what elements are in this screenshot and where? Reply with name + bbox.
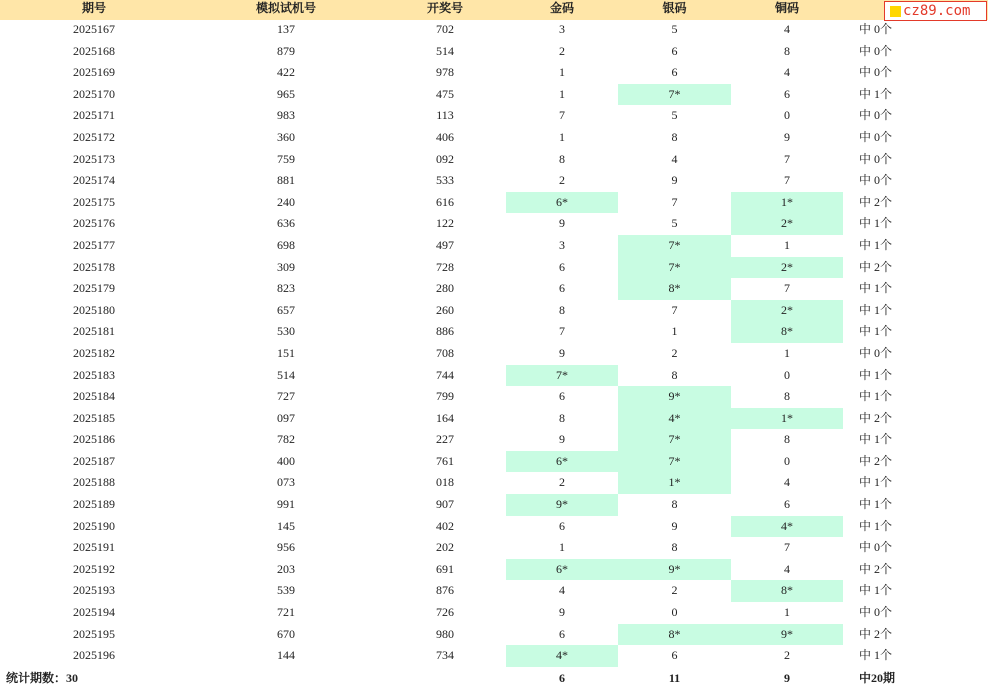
- cell-silver: 5: [671, 216, 678, 231]
- cell-gold: 6: [559, 281, 565, 296]
- table-row: [0, 127, 988, 149]
- cell-result: 中 2个: [859, 259, 893, 274]
- cell-copper: 1: [784, 237, 790, 252]
- cell-issue: 2025192: [73, 561, 115, 576]
- table-row: [0, 516, 988, 538]
- table-row: [0, 278, 988, 300]
- cell-silver: 9*: [618, 386, 731, 408]
- cell-gold: 6*: [506, 192, 618, 214]
- cell-issue: 2025172: [73, 129, 115, 144]
- cell-silver: 9: [671, 173, 678, 188]
- cell-sim-number: 514: [277, 367, 295, 382]
- cell-copper: 7: [784, 540, 790, 555]
- cell-sim-number: 698: [277, 237, 295, 252]
- cell-result: 中 0个: [859, 605, 893, 620]
- cell-silver: 1*: [618, 472, 731, 494]
- cell-draw-number: 702: [436, 22, 454, 36]
- cell-issue: 2025176: [73, 216, 115, 231]
- table-row: [0, 321, 988, 343]
- footer-copper-total: 9: [784, 671, 790, 685]
- table-row: [0, 170, 988, 192]
- cell-gold: 9: [559, 432, 565, 447]
- cell-sim-number: 309: [277, 259, 295, 274]
- cell-copper: 4: [784, 475, 790, 490]
- cell-draw-number: 980: [436, 626, 454, 641]
- header-silver: 银码: [662, 1, 687, 15]
- cell-silver: 7*: [618, 84, 731, 106]
- cell-issue: 2025196: [73, 648, 115, 663]
- cell-issue: 2025178: [73, 259, 115, 274]
- footer-result-total: 中20期: [859, 671, 896, 685]
- cell-draw-number: 728: [436, 259, 454, 274]
- cell-silver: 7*: [618, 235, 731, 257]
- header-draw-number: 开奖号: [426, 1, 463, 15]
- cell-copper: 8: [784, 389, 790, 404]
- table-row: [0, 257, 988, 279]
- cell-issue: 2025195: [73, 626, 115, 641]
- cell-copper: 7: [784, 281, 790, 296]
- cell-gold: 2: [559, 173, 565, 188]
- table-row: [0, 62, 988, 84]
- cell-silver: 2: [671, 345, 678, 360]
- cell-silver: 4*: [618, 408, 731, 430]
- cell-gold: 9: [559, 216, 565, 231]
- cell-draw-number: 227: [436, 432, 454, 447]
- cell-sim-number: 782: [277, 432, 295, 447]
- cell-silver: 2: [671, 583, 678, 598]
- cell-result: 中 2个: [859, 453, 893, 468]
- cell-sim-number: 727: [277, 389, 295, 404]
- table-row: [0, 19, 988, 41]
- table-row: [0, 192, 988, 214]
- cell-gold: 6: [559, 626, 565, 641]
- cell-sim-number: 956: [277, 540, 295, 555]
- cell-sim-number: 145: [277, 518, 295, 533]
- table-row: [0, 624, 988, 646]
- cell-issue: 2025184: [73, 389, 115, 404]
- cell-draw-number: 260: [436, 302, 454, 317]
- cell-silver: 1: [671, 324, 678, 339]
- header-sim-number: 模拟试机号: [255, 1, 316, 15]
- cell-draw-number: 616: [436, 194, 454, 209]
- cell-gold: 3: [559, 237, 565, 252]
- cell-copper: 1: [784, 605, 790, 620]
- cell-sim-number: 539: [277, 583, 295, 598]
- cell-draw-number: 122: [436, 216, 454, 231]
- cell-result: 中 1个: [859, 367, 893, 382]
- cell-gold: 8: [559, 151, 565, 166]
- cell-issue: 2025170: [73, 86, 115, 101]
- cell-copper: 2*: [731, 213, 843, 235]
- cell-copper: 4: [784, 22, 790, 36]
- cell-gold: 6: [559, 518, 565, 533]
- cell-copper: 1: [784, 345, 790, 360]
- cell-result: 中 0个: [859, 22, 893, 36]
- cell-issue: 2025181: [73, 324, 115, 339]
- cell-silver: 6: [671, 648, 678, 663]
- cell-draw-number: 533: [436, 173, 454, 188]
- cell-issue: 2025171: [73, 108, 115, 123]
- cell-gold: 6*: [506, 559, 618, 581]
- cell-issue: 2025179: [73, 281, 115, 296]
- cell-issue: 2025183: [73, 367, 115, 382]
- cell-silver: 8*: [618, 278, 731, 300]
- cell-draw-number: 691: [436, 561, 454, 576]
- header-copper: 铜码: [774, 1, 799, 15]
- cell-result: 中 0个: [859, 129, 893, 144]
- cell-copper: 7: [784, 151, 790, 166]
- cell-copper: 8: [784, 43, 790, 58]
- cell-sim-number: 240: [277, 194, 295, 209]
- cell-silver: 7: [671, 194, 678, 209]
- cell-gold: 6: [559, 259, 565, 274]
- table-row: [0, 300, 988, 322]
- cell-copper: 7: [784, 173, 790, 188]
- cell-sim-number: 151: [277, 345, 295, 360]
- cell-silver: 5: [671, 22, 678, 36]
- cell-gold: 6*: [506, 451, 618, 473]
- table-row: [0, 494, 988, 516]
- cell-copper: 1*: [731, 192, 843, 214]
- cell-issue: 2025169: [73, 65, 115, 80]
- cell-sim-number: 530: [277, 324, 295, 339]
- cell-sim-number: 073: [277, 475, 295, 490]
- cell-issue: 2025180: [73, 302, 115, 317]
- table-row: [0, 84, 988, 106]
- cell-gold: 9: [559, 345, 565, 360]
- cell-copper: 8*: [731, 580, 843, 602]
- cell-issue: 2025173: [73, 151, 115, 166]
- cell-issue: 2025190: [73, 518, 115, 533]
- cell-copper: 4*: [731, 516, 843, 538]
- logo-text: cz89.com: [903, 3, 971, 19]
- cell-result: 中 1个: [859, 648, 893, 663]
- cell-sim-number: 881: [277, 173, 295, 188]
- cell-gold: 7: [559, 324, 565, 339]
- table-row: [0, 580, 988, 602]
- cell-sim-number: 759: [277, 151, 295, 166]
- table-row: [0, 429, 988, 451]
- cell-result: 中 0个: [859, 540, 893, 555]
- cell-sim-number: 144: [277, 648, 295, 663]
- cell-silver: 8: [671, 129, 678, 144]
- cell-issue: 2025175: [73, 194, 115, 209]
- cell-gold: 9*: [506, 494, 618, 516]
- site-logo-link[interactable]: [884, 1, 987, 21]
- cell-copper: 4: [784, 561, 790, 576]
- cell-silver: 5: [671, 108, 678, 123]
- cell-silver: 8: [671, 367, 678, 382]
- cell-sim-number: 422: [277, 65, 295, 80]
- cell-gold: 9: [559, 605, 565, 620]
- cell-gold: 2: [559, 475, 565, 490]
- cell-sim-number: 879: [277, 43, 295, 58]
- cell-gold: 8: [559, 410, 565, 425]
- cell-result: 中 0个: [859, 173, 893, 188]
- cell-result: 中 1个: [859, 324, 893, 339]
- cell-issue: 2025193: [73, 583, 115, 598]
- cell-sim-number: 400: [277, 453, 295, 468]
- cell-copper: 0: [784, 367, 790, 382]
- table-row: [0, 408, 988, 430]
- cell-silver: 0: [671, 605, 678, 620]
- cell-issue: 2025177: [73, 237, 115, 252]
- cell-silver: 6: [671, 65, 678, 80]
- table-row: [0, 213, 988, 235]
- cell-draw-number: 886: [436, 324, 454, 339]
- cell-gold: 1: [559, 129, 565, 144]
- cell-gold: 4: [559, 583, 565, 598]
- cell-gold: 1: [559, 86, 565, 101]
- table-row: [0, 559, 988, 581]
- cell-result: 中 1个: [859, 389, 893, 404]
- cell-sim-number: 991: [277, 497, 295, 512]
- cell-draw-number: 475: [436, 86, 454, 101]
- cell-copper: 6: [784, 86, 790, 101]
- table-body: [0, 19, 988, 667]
- cell-gold: 4*: [506, 645, 618, 667]
- cell-copper: 8*: [731, 321, 843, 343]
- cell-issue: 2025186: [73, 432, 115, 447]
- cell-silver: 7*: [618, 451, 731, 473]
- cell-draw-number: 018: [436, 475, 454, 490]
- cell-silver: 6: [671, 43, 678, 58]
- cell-draw-number: 280: [436, 281, 454, 296]
- cell-draw-number: 744: [436, 367, 454, 382]
- table-row: [0, 472, 988, 494]
- cell-draw-number: 726: [436, 605, 454, 620]
- cell-copper: 0: [784, 108, 790, 123]
- cell-sim-number: 823: [277, 281, 295, 296]
- cell-copper: 2*: [731, 300, 843, 322]
- cell-gold: 8: [559, 302, 565, 317]
- table-header: [0, 0, 988, 20]
- cell-draw-number: 402: [436, 518, 454, 533]
- cell-silver: 7*: [618, 257, 731, 279]
- cell-draw-number: 406: [436, 129, 454, 144]
- cell-result: 中 2个: [859, 410, 893, 425]
- cell-issue: 2025174: [73, 173, 115, 188]
- cell-issue: 2025194: [73, 605, 115, 620]
- cell-sim-number: 137: [277, 22, 295, 36]
- cell-result: 中 2个: [859, 626, 893, 641]
- cell-copper: 9*: [731, 624, 843, 646]
- cell-result: 中 0个: [859, 65, 893, 80]
- table-row: [0, 235, 988, 257]
- cell-result: 中 1个: [859, 281, 893, 296]
- cell-copper: 4: [784, 65, 790, 80]
- cell-sim-number: 097: [277, 410, 295, 425]
- table-row: [0, 149, 988, 171]
- cell-silver: 4: [671, 151, 678, 166]
- cell-draw-number: 164: [436, 410, 454, 425]
- cell-silver: 8: [671, 540, 678, 555]
- cell-gold: 7*: [506, 365, 618, 387]
- cell-copper: 2: [784, 648, 790, 663]
- cell-issue: 2025187: [73, 453, 115, 468]
- cell-result: 中 2个: [859, 194, 893, 209]
- cell-draw-number: 761: [436, 453, 454, 468]
- cell-gold: 2: [559, 43, 565, 58]
- cell-result: 中 2个: [859, 561, 893, 576]
- cell-silver: 7: [671, 302, 678, 317]
- cell-result: 中 1个: [859, 86, 893, 101]
- cell-draw-number: 876: [436, 583, 454, 598]
- cell-gold: 1: [559, 540, 565, 555]
- cell-result: 中 1个: [859, 432, 893, 447]
- table-row: [0, 365, 988, 387]
- cell-result: 中 1个: [859, 518, 893, 533]
- cell-result: 中 1个: [859, 475, 893, 490]
- table-row: [0, 602, 988, 624]
- cell-issue: 2025188: [73, 475, 115, 490]
- cell-result: 中 0个: [859, 345, 893, 360]
- cell-draw-number: 708: [436, 345, 454, 360]
- footer-silver-total: 11: [668, 671, 681, 685]
- cell-draw-number: 514: [436, 43, 454, 58]
- cell-sim-number: 203: [277, 561, 295, 576]
- cell-silver: 7*: [618, 429, 731, 451]
- cell-gold: 7: [559, 108, 565, 123]
- table-row: [0, 537, 988, 559]
- cell-sim-number: 657: [277, 302, 295, 317]
- cell-result: 中 1个: [859, 237, 893, 252]
- cell-draw-number: 092: [436, 151, 454, 166]
- cell-issue: 2025185: [73, 410, 115, 425]
- cell-gold: 6: [559, 389, 565, 404]
- cell-result: 中 1个: [859, 583, 893, 598]
- table-row: [0, 105, 988, 127]
- cell-result: 中 0个: [859, 108, 893, 123]
- cell-draw-number: 497: [436, 237, 454, 252]
- cell-draw-number: 202: [436, 540, 454, 555]
- cell-sim-number: 965: [277, 86, 295, 101]
- cell-sim-number: 636: [277, 216, 295, 231]
- cell-sim-number: 721: [277, 605, 295, 620]
- cell-issue: 2025167: [73, 22, 115, 36]
- cell-sim-number: 360: [277, 129, 295, 144]
- table-row: [0, 41, 988, 63]
- table-row: [0, 451, 988, 473]
- cell-silver: 9: [671, 518, 678, 533]
- header-issue: 期号: [81, 1, 106, 15]
- cell-result: 中 1个: [859, 497, 893, 512]
- cell-sim-number: 670: [277, 626, 295, 641]
- cell-silver: 8*: [618, 624, 731, 646]
- cell-issue: 2025191: [73, 540, 115, 555]
- cell-issue: 2025168: [73, 43, 115, 58]
- table-footer: [0, 667, 988, 689]
- footer-gold-total: 6: [559, 671, 565, 685]
- cell-draw-number: 734: [436, 648, 454, 663]
- cell-silver: 8: [671, 497, 678, 512]
- cell-result: 中 1个: [859, 302, 893, 317]
- cell-silver: 9*: [618, 559, 731, 581]
- cell-issue: 2025189: [73, 497, 115, 512]
- cell-result: 中 0个: [859, 43, 893, 58]
- cell-draw-number: 113: [436, 108, 454, 123]
- cell-issue: 2025182: [73, 345, 115, 360]
- cell-result: 中 1个: [859, 216, 893, 231]
- table-row: [0, 386, 988, 408]
- cell-copper: 0: [784, 453, 790, 468]
- header-gold: 金码: [549, 1, 574, 15]
- cell-copper: 1*: [731, 408, 843, 430]
- table-row: [0, 343, 988, 365]
- cell-sim-number: 983: [277, 108, 295, 123]
- cell-copper: 9: [784, 129, 790, 144]
- cell-draw-number: 907: [436, 497, 454, 512]
- cell-gold: 1: [559, 65, 565, 80]
- cell-gold: 3: [559, 22, 565, 36]
- cell-copper: 2*: [731, 257, 843, 279]
- cell-result: 中 0个: [859, 151, 893, 166]
- footer-count-label: 统计期数：30: [6, 671, 79, 685]
- cell-draw-number: 799: [436, 389, 454, 404]
- cell-copper: 6: [784, 497, 790, 512]
- table-row: [0, 645, 988, 667]
- logo-square-icon: [890, 6, 901, 17]
- cell-draw-number: 978: [436, 65, 454, 80]
- cell-copper: 8: [784, 432, 790, 447]
